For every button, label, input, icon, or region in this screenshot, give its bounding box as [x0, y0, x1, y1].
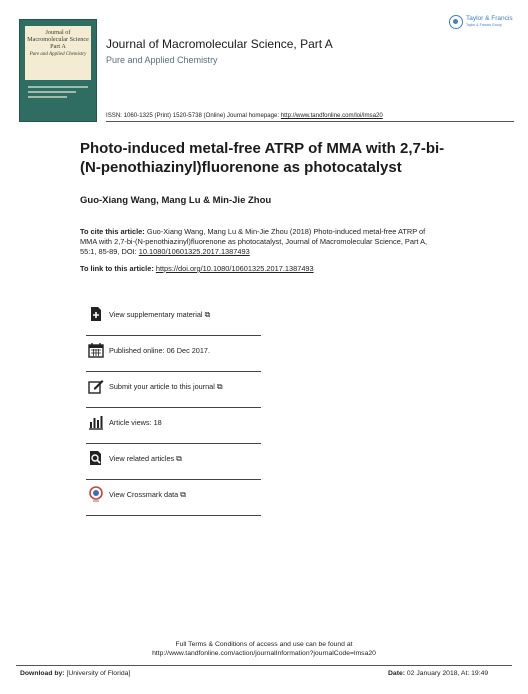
cover-decoration [28, 86, 88, 101]
header-divider [106, 121, 514, 122]
journal-subtitle: Pure and Applied Chemistry [106, 55, 218, 65]
cover-label [25, 26, 91, 80]
action-divider [86, 515, 261, 516]
action-label: Submit your article to this journal [109, 382, 215, 391]
publisher-tagline: Taylor & Francis Group [466, 23, 502, 27]
publisher-logo[interactable] [449, 15, 513, 33]
terms-line: Full Terms & Conditions of access and use can be found at [175, 641, 353, 648]
action-supplementary[interactable] [86, 300, 261, 336]
issn-line [106, 112, 383, 119]
citation-doi-link[interactable]: 10.1080/10601325.2017.1387493 [138, 247, 250, 256]
citation-text: Guo-Xiang Wang, Mang Lu & Min-Jie Zhou (2018) Photo-induced metal-free ATRP of MMA with 2,7-bi-(N-penothiazinyl)fluorenone as photocatalyst, Journal of Macromolecular Science, Part A, 55:1, 85-89, DOI: [80, 227, 428, 256]
journal-homepage-link[interactable]: http://www.tandfonline.com/loi/lmsa20 [280, 112, 383, 119]
terms-link[interactable]: http://www.tandfonline.com/action/journalInformation?journalCode=lmsa20 [152, 650, 376, 657]
link-to-label: To link to this article: [80, 264, 156, 273]
action-submit-article[interactable] [86, 372, 261, 408]
cover-title: Journal of Macromolecular Science Part A [27, 29, 89, 50]
download-value: [University of Florida] [64, 670, 131, 677]
publisher-logo-icon [449, 15, 463, 29]
edit-icon [88, 378, 104, 394]
action-article-views [86, 408, 261, 444]
plus-document-icon [88, 306, 104, 322]
action-related-articles[interactable] [86, 444, 261, 480]
citation-block [80, 227, 440, 257]
journal-cover-image [19, 19, 97, 122]
external-link-icon: ⧉ [180, 490, 186, 499]
citation-label: To cite this article: [80, 227, 145, 236]
action-label: View Crossmark data [109, 490, 179, 499]
footer-divider [16, 665, 512, 666]
journal-title: Journal of Macromolecular Science, Part A [106, 37, 333, 51]
publisher-name: Taylor & Francis [466, 15, 513, 22]
issn-text: ISSN: 1060-1325 (Print) 1520-5738 (Online) Journal homepage: [106, 112, 281, 119]
download-info [20, 670, 130, 677]
action-label: Article views: 18 [109, 418, 162, 427]
action-label: View supplementary material [109, 310, 203, 319]
article-title: Photo-induced metal-free ATRP of MMA with 2,7-bi-(N-penothiazinyl)fluorenone as photocatalyst [80, 140, 445, 176]
date-value: 02 January 2018, At: 19:49 [405, 670, 489, 677]
calendar-icon [88, 342, 104, 358]
crossmark-icon [88, 486, 104, 502]
terms-notice [0, 640, 528, 658]
article-authors: Guo-Xiang Wang, Mang Lu & Min-Jie Zhou [80, 195, 272, 206]
bar-chart-icon [88, 414, 104, 430]
search-document-icon [88, 450, 104, 466]
external-link-icon: ⧉ [204, 310, 211, 319]
date-info [388, 670, 488, 677]
download-label: Download by: [20, 670, 65, 677]
article-doi-link[interactable]: https://doi.org/10.1080/10601325.2017.1387493 [155, 264, 314, 273]
action-published-online [86, 336, 261, 372]
cover-subtitle: Pure and Applied Chemistry [29, 52, 87, 57]
action-crossmark[interactable] [86, 480, 261, 516]
external-link-icon: ⧉ [216, 382, 223, 391]
action-label: Published online: 06 Dec 2017. [109, 346, 211, 355]
action-label: View related articles [109, 454, 175, 463]
link-to-article [80, 264, 314, 273]
date-label: Date: [388, 670, 405, 677]
external-link-icon: ⧉ [176, 454, 182, 463]
